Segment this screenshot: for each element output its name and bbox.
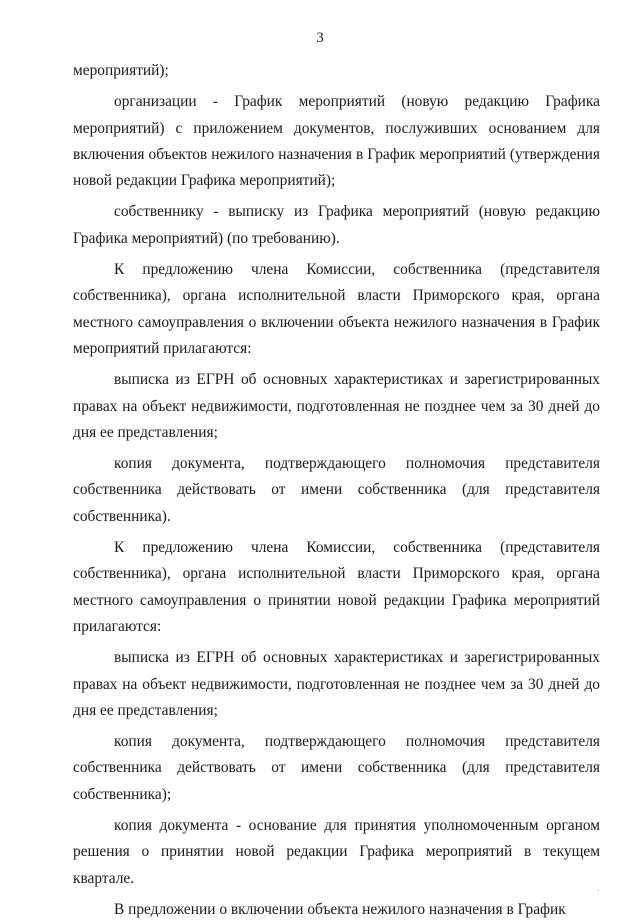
paragraph-8: выписка из ЕГРН об основных характеристиках и зарегистрированных правах на объект недвижимости, подготовленная не позднее чем за 30 дней до дня ее представления; [73, 649, 600, 719]
paragraph-4: К предложению члена Комиссии, собственника (представителя собственника), органа исполнительной власти Приморского края, органа местного самоуправления о включении объекта нежилого назначения в График мероприятий прилагаются: [73, 261, 600, 357]
paragraph-10: копия документа - основание для принятия уполномоченным органом решения о принятии новой редакции Графика мероприятий в текущем квартале. [73, 817, 600, 887]
paragraph-1: мероприятий); [73, 62, 169, 79]
paragraph-6: копия документа, подтверждающего полномочия представителя собственника действовать от имени собственника (для представителя собственника). [73, 455, 600, 525]
paragraph-9: копия документа, подтверждающего полномочия представителя собственника действовать от имени собственника (для представителя собственника); [73, 733, 600, 803]
paragraph-3: собственнику - выписку из Графика мероприятий (новую редакцию Графика мероприятий) (по требованию). [73, 203, 600, 247]
paragraph-7: К предложению члена Комиссии, собственника (представителя собственника), органа исполнительной власти Приморского края, органа местного самоуправления о принятии новой редакции Графика мероприятий прилагаются: [73, 539, 600, 635]
paragraph-11: В предложении о включении объекта нежилого назначения в График [114, 900, 566, 918]
document-body [73, 58, 600, 923]
paragraph-2: организации - График мероприятий (новую редакцию Графика мероприятий) с приложением документов, послуживших основанием для включения объектов нежилого назначения в График мероприятий (утверждения новой редакции Графика мероприятий); [73, 93, 600, 190]
scan-mark: . [597, 884, 599, 893]
page-number: 3 [316, 30, 324, 46]
paragraph-5: выписка из ЕГРН об основных характеристиках и зарегистрированных правах на объект недвижимости, подготовленная не позднее чем за 30 дней до дня ее представления; [73, 371, 600, 441]
